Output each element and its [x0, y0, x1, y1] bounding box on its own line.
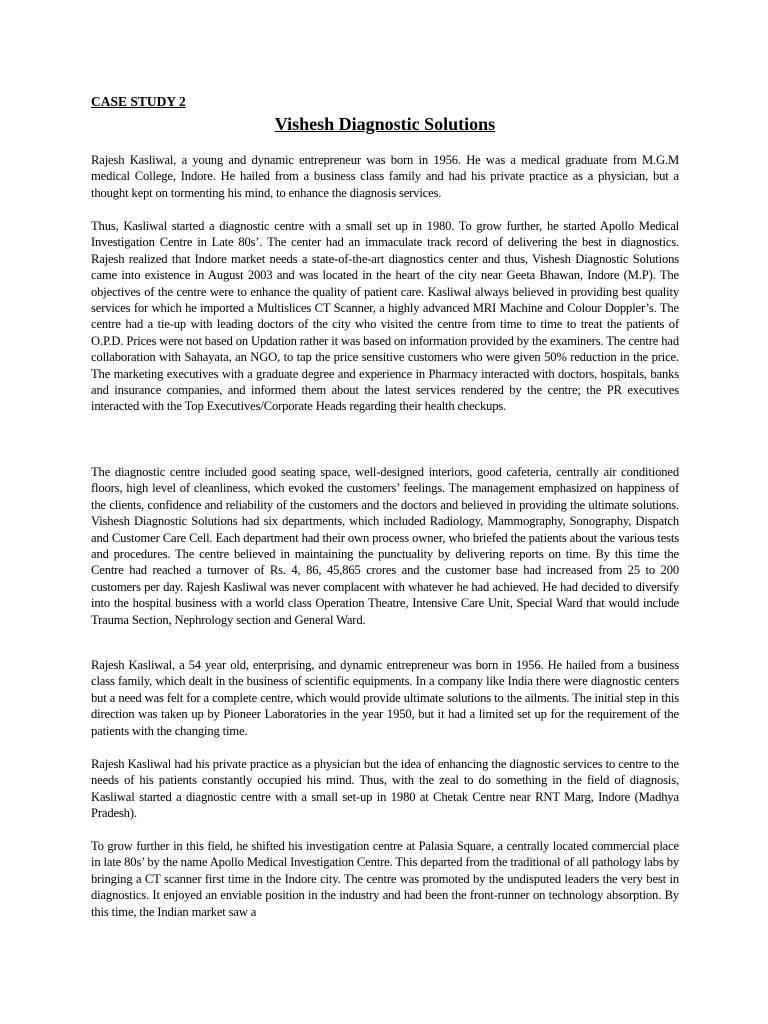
- paragraph-3: The diagnostic centre included good seating space, well-designed interiors, good cafeteria, centrally air conditioned floors, high level of cleanliness, which evoked the customers’ feelings. The management emphasized on happiness of the clients, confidence and reliability of the customers and the doctors and believed in providing the ultimate solutions. Vishesh Diagnostic Solutions had six departments, which included Radiology, Mammography, Sonography, Dispatch and Customer Care Cell. Each department had their own process owner, who briefed the patients about the various tests and procedures. The centre believed in maintaining the punctuality by delivering reports on time. By this time the Centre had reached a turnover of Rs. 4, 86, 45,865 crores and the customer base had increased from 25 to 200 customers per day. Rajesh Kasliwal was never complacent with whatever he had achieved. He had decided to diversify into the hospital business with a world class Operation Theatre, Intensive Care Unit, Special Ward that would include Trauma Section, Nephrology section and General Ward.: [91, 465, 679, 627]
- paragraph-5: Rajesh Kasliwal had his private practice as a physician but the idea of enhancing the diagnostic services to centre to the needs of his patients constantly occupied his mind. Thus, with the zeal to do something in the field of diagnosis, Kasliwal started a diagnostic centre with a small set-up in 1980 at Chetak Centre near RNT Marg, Indore (Madhya Pradesh).: [91, 757, 679, 821]
- paragraph-1: Rajesh Kasliwal, a young and dynamic entrepreneur was born in 1956. He was a medical graduate from M.G.M medical College, Indore. He hailed from a business class family and had his private practice as a physician, but a thought kept on tormenting his mind, to enhance the diagnosis services.: [91, 153, 679, 200]
- case-study-label: CASE STUDY 2: [91, 94, 186, 109]
- paragraph-6: To grow further in this field, he shifted his investigation centre at Palasia Square, a centrally located commercial place in late 80s’ by the name Apollo Medical Investigation Centre. This departed from the traditional of all pathology labs by bringing a CT scanner first time in the Indore city. The centre was promoted by the undisputed leaders the very best in diagnostics. It enjoyed an enviable position in the industry and had been the front-runner on technology absorption. By this time, the Indian market saw a: [91, 839, 679, 919]
- paragraph-2: Thus, Kasliwal started a diagnostic centre with a small set up in 1980. To grow further, he started Apollo Medical Investigation Centre in Late 80s’. The center had an immaculate track record of delivering the best in diagnostics. Rajesh realized that Indore market needs a state-of-the-art diagnostics center and thus, Vishesh Diagnostic Solutions came into existence in August 2003 and was located in the heart of the city near Geeta Bhawan, Indore (M.P). The objectives of the centre were to enhance the quality of patient care. Kasliwal always believed in providing best quality services for which he imported a Multislices CT Scanner, a highly advanced MRI Machine and Colour Doppler’s. The centre had a tie-up with leading doctors of the city who visited the centre from time to time to treat the patients of O.P.D. Prices were not based on Updation rather it was based on information provided by the examiners. The centre had collaboration with Sahayata, an NGO, to tap the price sensitive customers who were given 50% reduction in the price. The marketing executives with a graduate degree and experience in Pharmacy interacted with doctors, hospitals, banks and insurance companies, and informed them about the latest services rendered by the centre; the PR executives interacted with the Top Executives/Corporate Heads regarding their health checkups.: [91, 219, 679, 414]
- paragraph-4: Rajesh Kasliwal, a 54 year old, enterprising, and dynamic entrepreneur was born in 1956. He hailed from a business class family, which dealt in the business of scientific equipments. In a company like India there were diagnostic centers but a need was felt for a complete centre, which would provide ultimate solutions to the ailments. The initial step in this direction was taken up by Pioneer Laboratories in the year 1950, but it had a limited set up for the requirement of the patients with the changing time.: [91, 658, 679, 738]
- document-title: Vishesh Diagnostic Solutions: [274, 114, 496, 134]
